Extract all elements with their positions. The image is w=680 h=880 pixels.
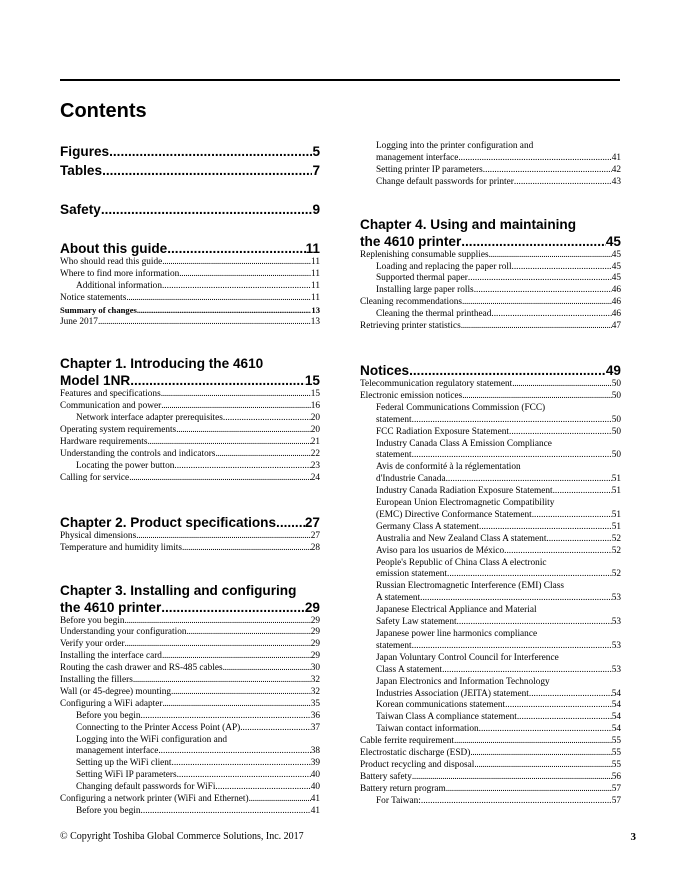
toc-entry[interactable]: Before you begin ..... 36 [60, 711, 320, 723]
toc-entry[interactable]: Supported thermal paper ..... 45 [360, 273, 621, 285]
toc-entry[interactable]: Understanding the controls and indicators ..... 22 [60, 449, 320, 461]
toc-entry[interactable]: statement ..... 50 [360, 415, 621, 427]
toc-entry[interactable]: Replenishing consumable supplies ..... 45 [360, 250, 621, 262]
toc-entry[interactable]: Battery safety ..... 56 [360, 772, 621, 784]
toc-entry[interactable]: Before you begin ..... 41 [60, 806, 320, 818]
toc-left-column [60, 141, 320, 818]
toc-entry[interactable]: Configuring a WiFi adapter ..... 35 [60, 699, 320, 711]
toc-entry-chapter-3[interactable]: the 4610 printer ..... 29 [60, 599, 320, 616]
toc-entry[interactable]: Features and specifications ..... 15 [60, 389, 320, 401]
toc-entry-safety[interactable]: Safety ..... 9 [60, 201, 320, 218]
toc-entry-wrap[interactable]: European Union Electromagnetic Compatibility [376, 498, 555, 509]
toc-entry[interactable]: management interface ..... 41 [360, 153, 621, 165]
toc-entry[interactable]: Class A statement ..... 53 [360, 665, 621, 677]
toc-entry[interactable]: d'Industrie Canada ..... 51 [360, 474, 621, 486]
page-number: 3 [630, 831, 636, 843]
toc-entry[interactable]: Connecting to the Printer Access Point (AP) ..... 37 [60, 723, 320, 735]
toc-entry[interactable]: Installing the fillers ..... 32 [60, 675, 320, 687]
top-rule [60, 79, 620, 81]
toc-entry[interactable]: Communication and power ..... 16 [60, 401, 320, 413]
toc-entry-figures[interactable]: Figures ..... 5 [60, 143, 320, 160]
toc-entry[interactable]: Before you begin ..... 29 [60, 616, 320, 628]
toc-entry[interactable]: statement ..... 53 [360, 641, 621, 653]
toc-entry[interactable]: Physical dimensions ..... 27 [60, 531, 320, 543]
toc-entry[interactable]: Temperature and humidity limits ..... 28 [60, 543, 320, 555]
toc-entry[interactable]: Setting up the WiFi client ..... 39 [60, 758, 320, 770]
toc-entry-chapter-4-title[interactable]: Chapter 4. Using and maintaining [360, 216, 577, 232]
toc-entry[interactable]: Notice statements ..... 11 [60, 293, 320, 305]
toc-entry[interactable]: (EMC) Directive Conformance Statement ..... 51 [360, 510, 621, 522]
toc-entry[interactable]: Additional information ..... 11 [60, 281, 320, 293]
copyright-footer: © Copyright Toshiba Global Commerce Solutions, Inc. 2017 [60, 831, 304, 842]
toc-entry[interactable]: statement ..... 50 [360, 450, 621, 462]
toc-entry[interactable]: Taiwan Class A compliance statement ..... 54 [360, 712, 621, 724]
toc-entry[interactable]: Aviso para los usuarios de México ..... 52 [360, 546, 621, 558]
toc-entry[interactable]: Setting WiFi IP parameters ..... 40 [60, 770, 320, 782]
toc-entry[interactable]: Setting printer IP parameters ..... 42 [360, 165, 621, 177]
toc-entry-chapter-1-title[interactable]: Chapter 1. Introducing the 4610 [60, 356, 264, 372]
toc-entry[interactable]: Electrostatic discharge (ESD) ..... 55 [360, 748, 621, 760]
toc-entry[interactable]: Routing the cash drawer and RS-485 cables ..... 30 [60, 663, 320, 675]
toc-entry[interactable]: Taiwan contact information ..... 54 [360, 724, 621, 736]
toc-entry[interactable]: Changing default passwords for WiFi ..... 40 [60, 782, 320, 794]
toc-entry[interactable]: June 2017 ..... 13 [60, 317, 320, 329]
toc-entry[interactable]: Installing the interface card ..... 29 [60, 651, 320, 663]
toc-entry[interactable]: emission statement ..... 52 [360, 569, 621, 581]
toc-entry[interactable]: Cleaning the thermal printhead ..... 46 [360, 309, 621, 321]
toc-entry[interactable]: Installing large paper rolls ..... 46 [360, 285, 621, 297]
toc-entry-wrap[interactable]: Industry Canada Class A Emission Compliance [376, 438, 552, 449]
toc-entry[interactable]: Product recycling and disposal ..... 55 [360, 760, 621, 772]
toc-entry[interactable]: Loading and replacing the paper roll ..... 45 [360, 262, 621, 274]
toc-entry[interactable]: Safety Law statement ..... 53 [360, 617, 621, 629]
toc-entry[interactable]: Cleaning recommendations ..... 46 [360, 297, 621, 309]
toc-entry[interactable]: Change default passwords for printer ..... 43 [360, 177, 621, 189]
toc-entry[interactable]: Retrieving printer statistics ..... 47 [360, 321, 621, 333]
toc-entry[interactable]: Who should read this guide ..... 11 [60, 257, 320, 269]
toc-entry-notices[interactable]: Notices ..... 49 [360, 362, 621, 379]
toc-entry-chapter-1[interactable]: Model 1NR ..... 15 [60, 372, 320, 389]
toc-entry[interactable]: Locating the power button ..... 23 [60, 461, 320, 473]
toc-entry-chapter-2[interactable]: Chapter 2. Product specifications ..... 27 [60, 514, 320, 531]
toc-entry[interactable]: Telecommunication regulatory statement ..... 50 [360, 379, 621, 391]
toc-entry[interactable]: Battery return program ..... 57 [360, 784, 621, 796]
toc-entry[interactable]: A statement ..... 53 [360, 593, 621, 605]
toc-entry[interactable]: Germany Class A statement ..... 51 [360, 522, 621, 534]
page-title: Contents [60, 100, 147, 122]
toc-entry[interactable]: Industries Association (JEITA) statement ..... 54 [360, 689, 621, 701]
toc-entry-wrap[interactable]: Federal Communications Commission (FCC) [376, 402, 546, 413]
toc-entry[interactable]: management interface ..... 38 [60, 746, 320, 758]
toc-entry[interactable]: FCC Radiation Exposure Statement ..... 50 [360, 427, 621, 439]
toc-entry[interactable]: Electronic emission notices ..... 50 [360, 391, 621, 403]
toc-entry-about-this-guide[interactable]: About this guide ..... 11 [60, 240, 320, 257]
toc-entry-wrap[interactable]: Japan Electronics and Information Technology [376, 676, 550, 687]
toc-entry-wrap[interactable]: People's Republic of China Class A electronic [376, 557, 547, 568]
toc-entry[interactable]: Calling for service ..... 24 [60, 473, 320, 485]
toc-entry-wrap[interactable]: Logging into the WiFi configuration and [76, 734, 228, 745]
toc-right-column [360, 141, 621, 808]
toc-entry[interactable]: Wall (or 45-degree) mounting ..... 32 [60, 687, 320, 699]
toc-entry[interactable]: For Taiwan: ..... 57 [360, 796, 621, 808]
toc-entry-wrap[interactable]: Japanese power line harmonics compliance [376, 629, 538, 639]
toc-entry[interactable]: Industry Canada Radiation Exposure Statement ..... 51 [360, 486, 621, 498]
toc-entry[interactable]: Configuring a network printer (WiFi and Ethernet) ..... 41 [60, 794, 320, 806]
toc-entry-chapter-4[interactable]: the 4610 printer ..... 45 [360, 233, 621, 250]
toc-entry[interactable]: Korean communications statement ..... 54 [360, 700, 621, 712]
toc-entry[interactable]: Verify your order ..... 29 [60, 639, 320, 651]
toc-entry-wrap[interactable]: Japan Voluntary Control Council for Interference [376, 652, 559, 663]
toc-entry[interactable]: Australia and New Zealand Class A statement ..... 52 [360, 534, 621, 546]
toc-entry[interactable]: Understanding your configuration ..... 29 [60, 627, 320, 639]
toc-entry-wrap[interactable]: Logging into the printer configuration and [376, 141, 534, 151]
toc-entry[interactable]: Operating system requirements ..... 20 [60, 425, 320, 437]
toc-entry-summary-of-changes[interactable]: Summary of changes ..... 13 [60, 305, 320, 317]
toc-entry-wrap[interactable]: Japanese Electrical Appliance and Material [376, 605, 537, 616]
toc-entry-wrap[interactable]: Avis de conformité à la réglementation [376, 462, 521, 473]
toc-entry[interactable]: Where to find more information ..... 11 [60, 269, 320, 281]
toc-entry-wrap[interactable]: Russian Electromagnetic Interference (EMI) Class [376, 581, 564, 592]
toc-entry[interactable]: Network interface adapter prerequisites ..... 20 [60, 413, 320, 425]
toc-entry-chapter-3-title[interactable]: Chapter 3. Installing and configuring [60, 582, 297, 598]
toc-entry-tables[interactable]: Tables ..... 7 [60, 162, 320, 179]
toc-entry[interactable]: Hardware requirements ..... 21 [60, 437, 320, 449]
toc-entry[interactable]: Cable ferrite requirement ..... 55 [360, 736, 621, 748]
